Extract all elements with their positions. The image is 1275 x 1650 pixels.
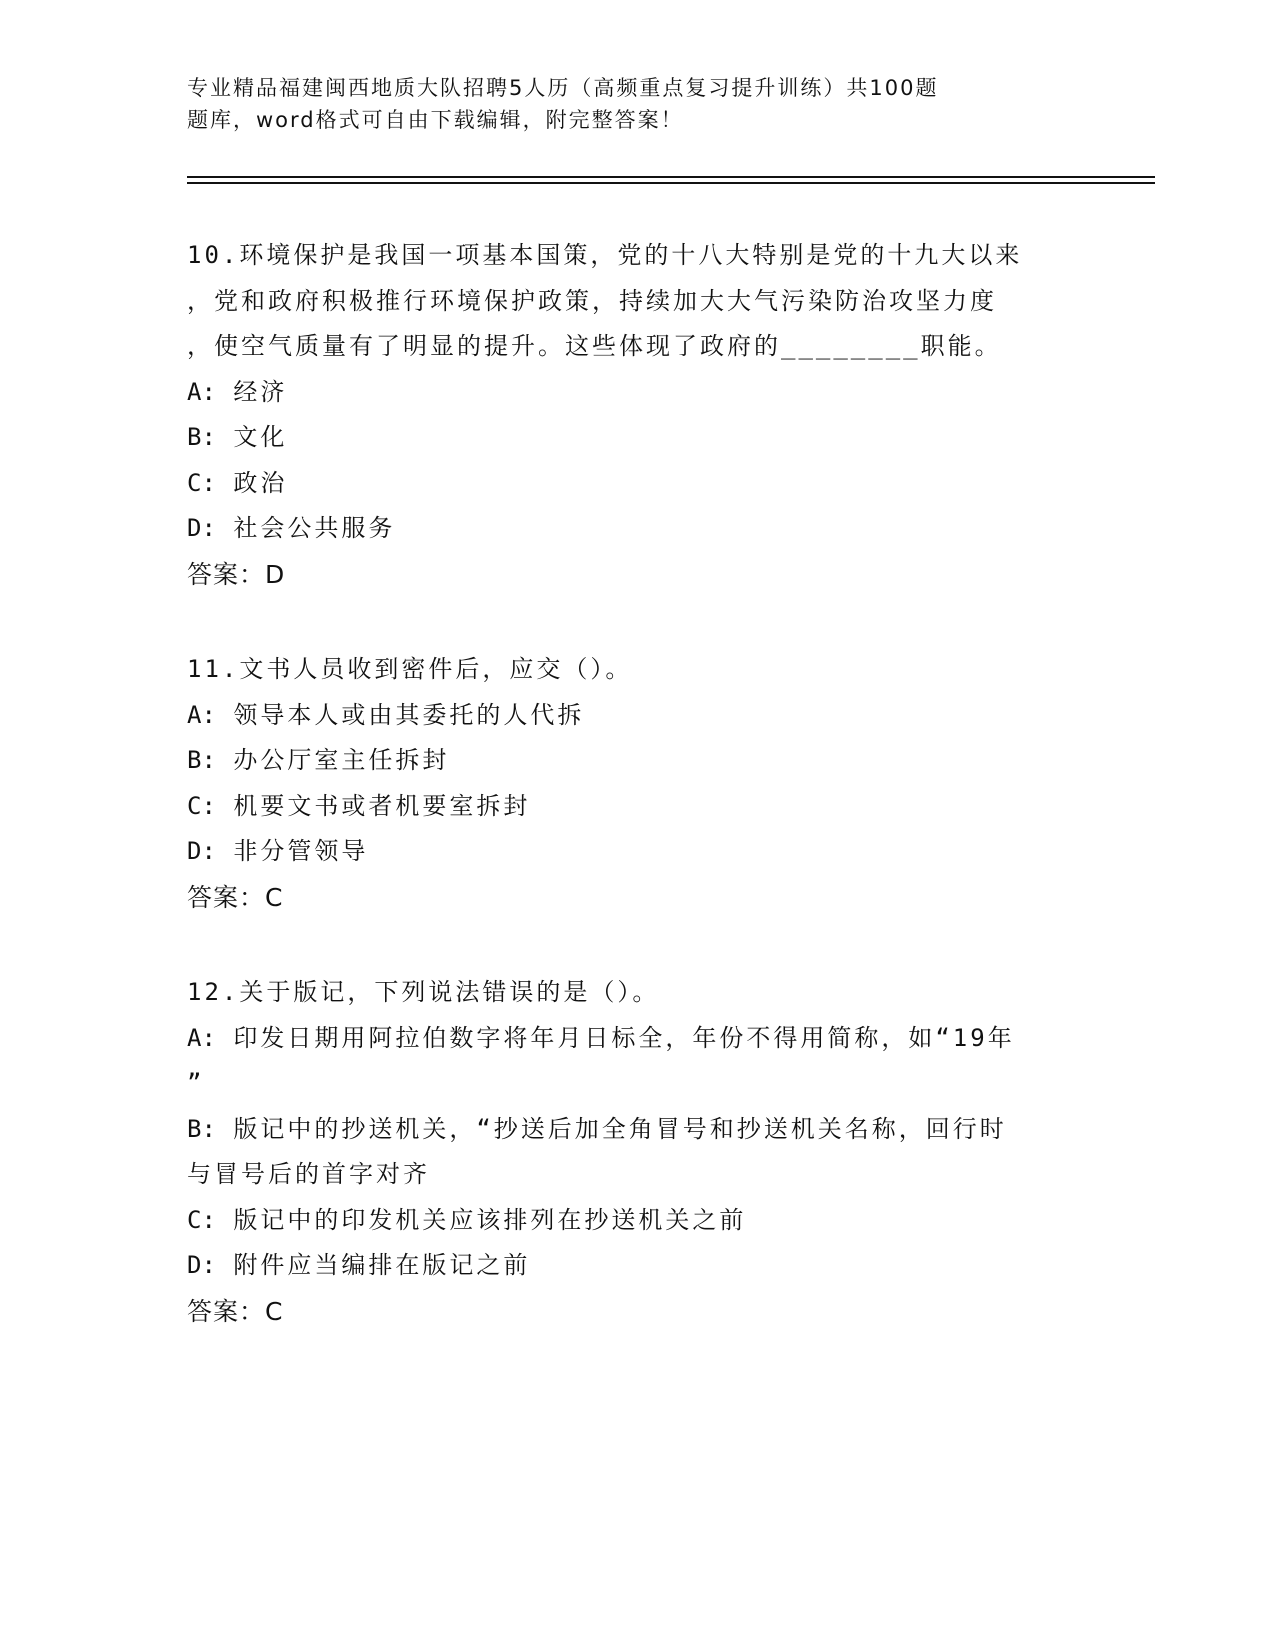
option-text: 机要文书或者机要室拆封 [233, 791, 531, 820]
option-letter: B: [187, 423, 216, 451]
option-letter: A: [187, 700, 216, 729]
option-text: 政治 [233, 468, 288, 497]
option-text: 文化 [233, 423, 288, 451]
option-text: 版记中的抄送机关，“抄送后加全角冒号和抄送机关名称，回行时 [233, 1114, 1007, 1143]
option-text: 社会公共服务 [233, 514, 396, 542]
question-stem-line: 11.文书人员收到密件后，应交（）。 [187, 655, 633, 683]
option-letter: C: [187, 1205, 216, 1234]
option-text: 经济 [233, 377, 288, 406]
option-text: 印发日期用阿拉伯数字将年月日标全，年份不得用简称，如“19年 [233, 1023, 1015, 1052]
option-a [187, 1016, 1087, 1062]
option-text: 附件应当编排在版记之前 [233, 1251, 531, 1279]
option-letter: A: [187, 1023, 216, 1052]
document-header [187, 72, 1067, 136]
question-12 [187, 970, 1087, 1334]
option-text: 版记中的印发机关应该排列在抄送机关之前 [233, 1205, 747, 1234]
question-10 [187, 233, 1087, 597]
option-d [187, 1243, 1087, 1289]
option-letter: D: [187, 1251, 216, 1279]
header-line-2: 题库，word格式可自由下载编辑，附完整答案！ [187, 108, 684, 132]
option-c [187, 461, 1087, 507]
answer: 答案：D [187, 559, 286, 589]
question-11 [187, 647, 1087, 920]
option-d [187, 506, 1087, 552]
option-letter: A: [187, 377, 216, 406]
option-b-continuation: 与冒号后的首字对齐 [187, 1160, 430, 1188]
option-text: 非分管领导 [233, 837, 369, 865]
option-letter: C: [187, 791, 216, 820]
question-stem-line: ，党和政府积极推行环境保护政策，持续加大大气污染防治攻坚力度 [187, 286, 997, 315]
header-line-1: 专业精品福建闽西地质大队招聘5人历（高频重点复习提升训练）共100题 [187, 76, 939, 100]
header-divider-bottom [187, 182, 1155, 184]
question-stem-line: ，使空气质量有了明显的提升。这些体现了政府的________职能。 [187, 332, 1002, 360]
option-b [187, 1107, 1087, 1153]
header-divider-top [187, 176, 1155, 178]
option-letter: B: [187, 1114, 216, 1143]
option-c [187, 1198, 1087, 1244]
option-b [187, 738, 1087, 784]
option-letter: D: [187, 514, 216, 542]
option-a [187, 693, 1087, 739]
option-letter: D: [187, 837, 216, 865]
option-letter: C: [187, 468, 216, 497]
answer: 答案：C [187, 1296, 284, 1326]
answer: 答案：C [187, 882, 284, 912]
option-a [187, 370, 1087, 416]
option-letter: B: [187, 746, 216, 774]
option-c [187, 784, 1087, 830]
option-d [187, 829, 1087, 875]
question-stem-line: 10.环境保护是我国一项基本国策，党的十八大特别是党的十九大以来 [187, 241, 1023, 269]
question-stem-line: 12.关于版记，下列说法错误的是（）。 [187, 978, 660, 1006]
question-list [187, 233, 1087, 1384]
option-text: 领导本人或由其委托的人代拆 [233, 700, 585, 729]
option-b [187, 415, 1087, 461]
option-a-continuation: ” [187, 1069, 205, 1097]
option-text: 办公厅室主任拆封 [233, 746, 450, 774]
